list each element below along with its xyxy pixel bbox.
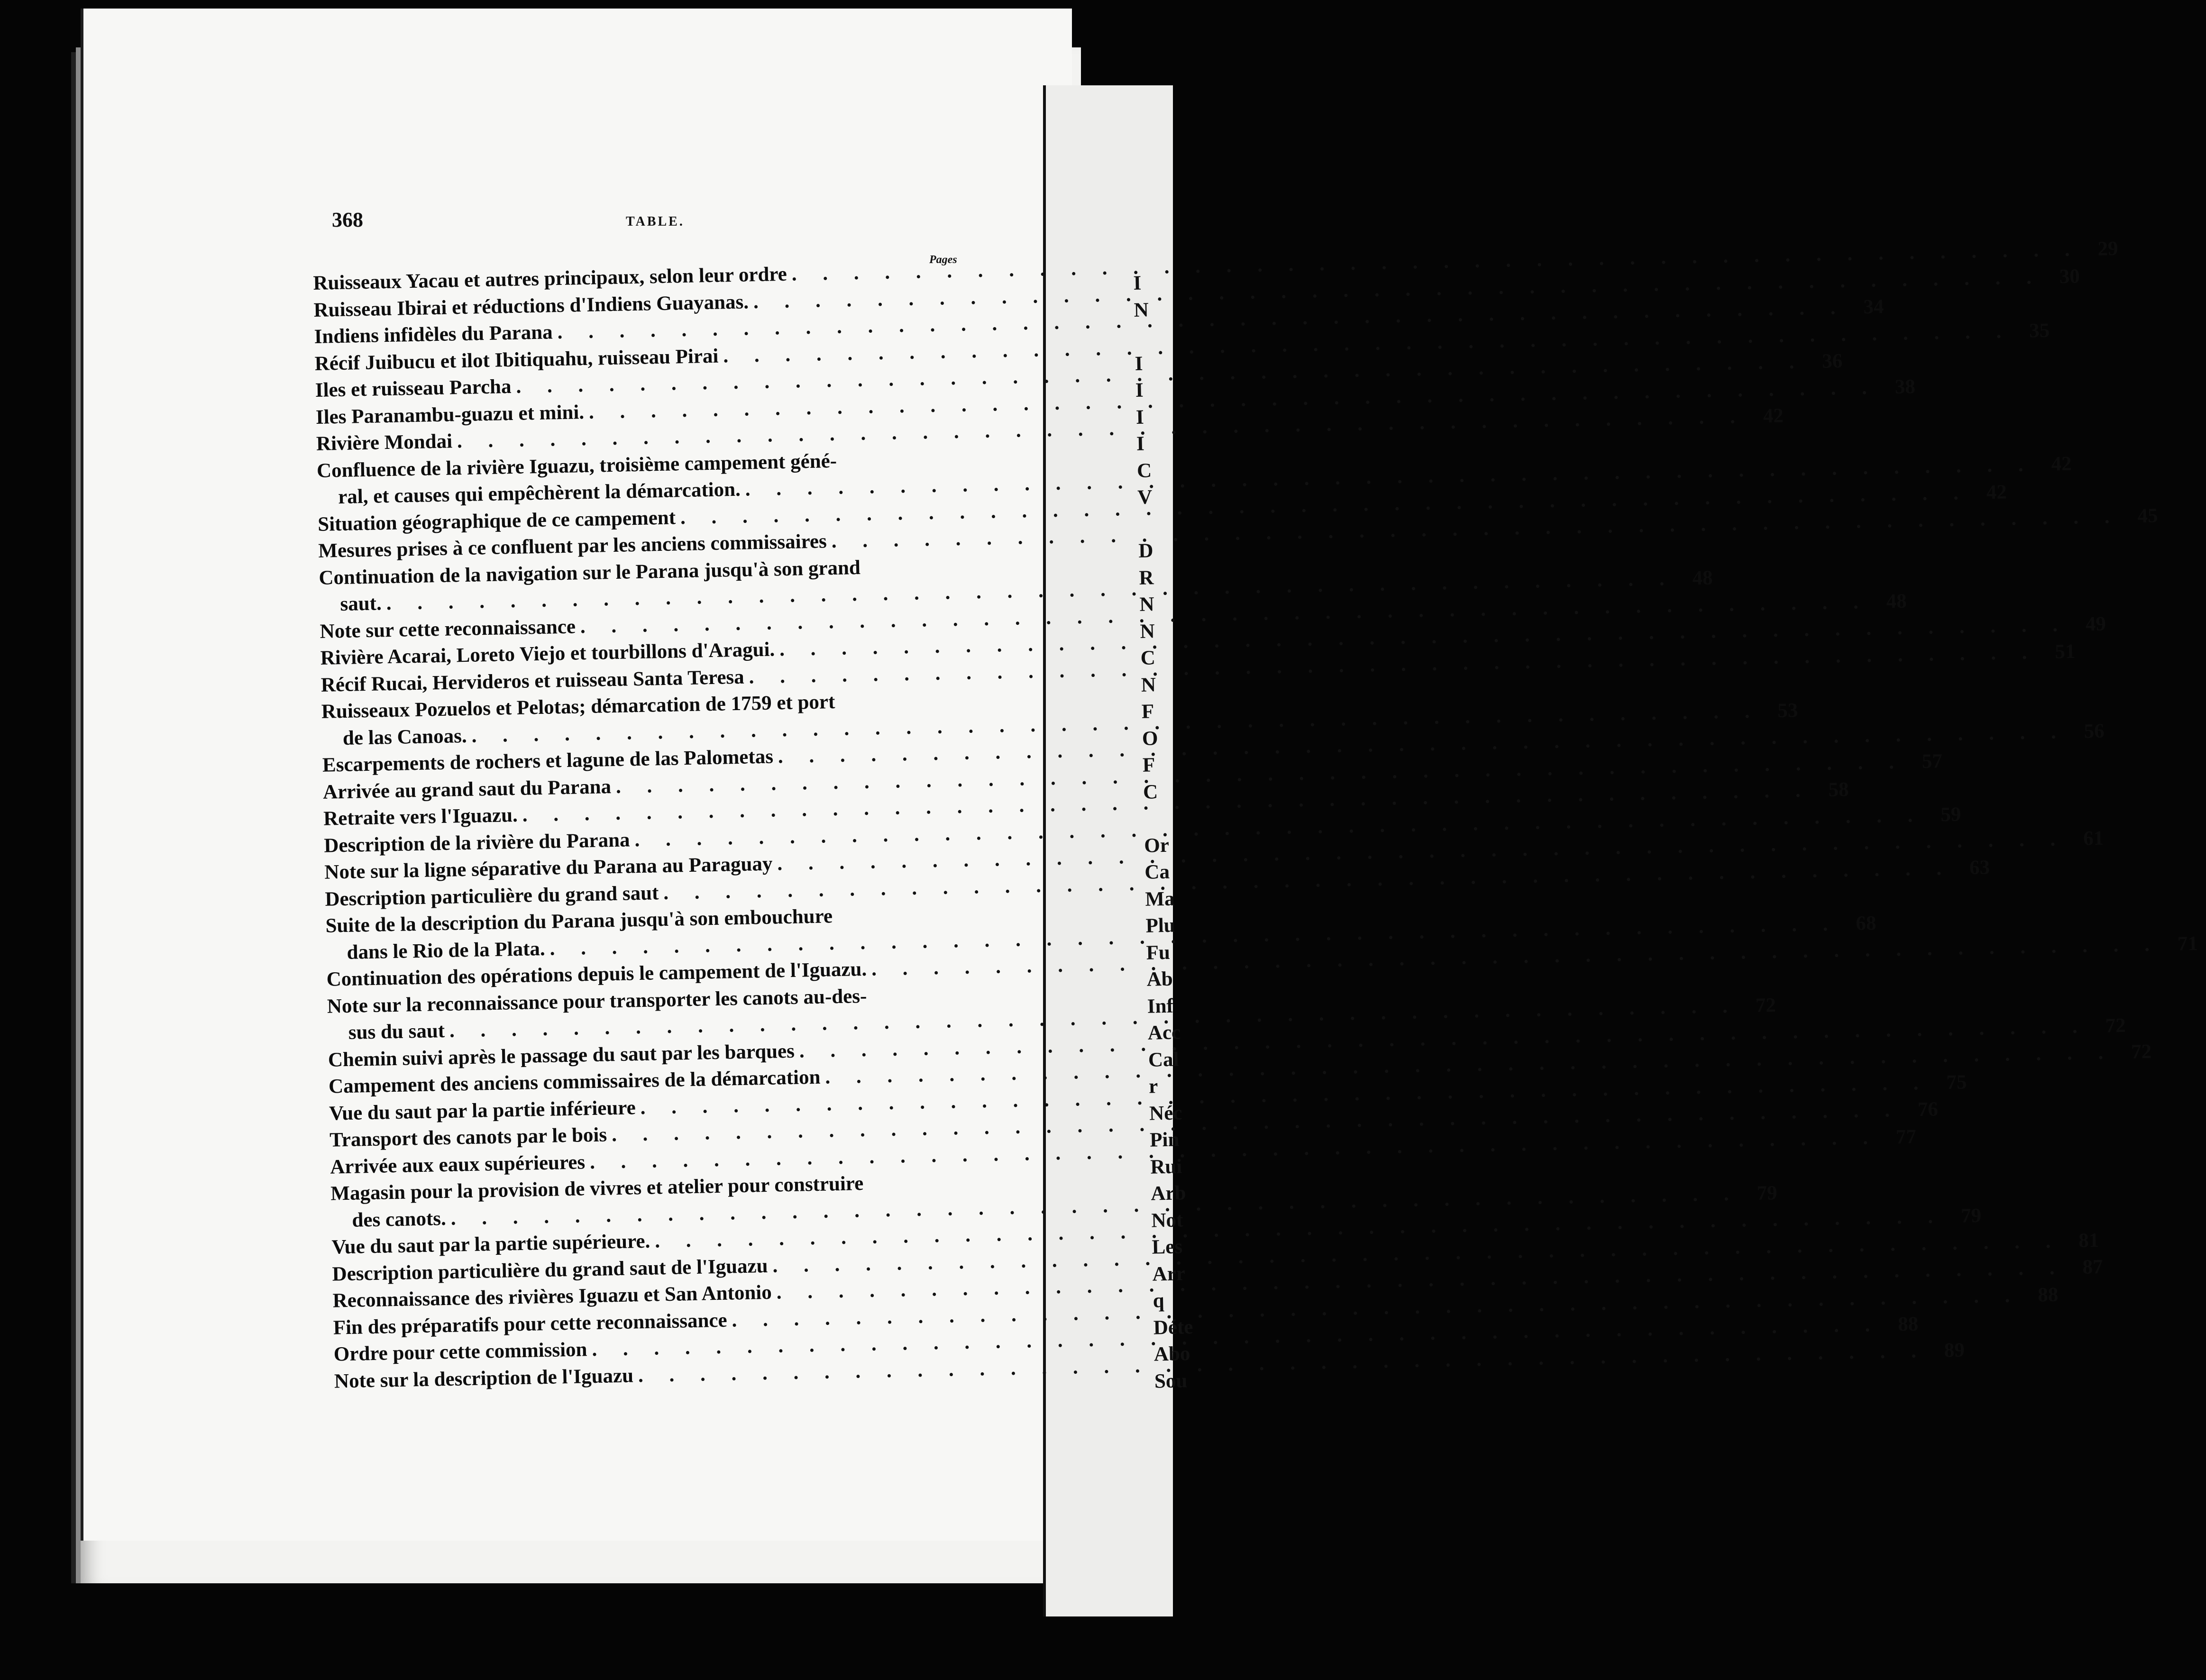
right-page-fragment: Not bbox=[1151, 1208, 1183, 1232]
toc-page-number: 72 bbox=[1755, 994, 1776, 1017]
toc-page-number: 45 bbox=[2137, 504, 2158, 528]
right-page-fragment: I bbox=[1135, 352, 1143, 375]
toc-entry-text: Rivière Mondai bbox=[316, 430, 453, 455]
right-page-fragment: Arr bbox=[1152, 1262, 1186, 1286]
right-page-fragment: Arb bbox=[1150, 1182, 1186, 1205]
toc-entry-text: Situation géographique de ce campement bbox=[317, 506, 676, 536]
toc-entry-text: Arrivée aux eaux supérieures bbox=[330, 1150, 586, 1178]
right-page-fragment: Ca bbox=[1144, 860, 1170, 884]
toc-entry-text: Description de la rivière du Parana bbox=[323, 828, 630, 857]
toc-entry-text: Note sur la reconnaissance pour transporter les canots au-des- bbox=[327, 985, 867, 1018]
toc-entry-text: Continuation des opérations depuis le campement de l'Iguazu. bbox=[326, 958, 867, 991]
toc-entry-text: Chemin suivi après le passage du saut par les barques bbox=[328, 1040, 795, 1071]
toc-page-number: 89 bbox=[1944, 1339, 1965, 1361]
right-page-fragment: C bbox=[1143, 780, 1158, 803]
right-page-fragment: Ma bbox=[1145, 887, 1175, 911]
right-page-fragment: D bbox=[1138, 539, 1153, 562]
right-page-fragment: V bbox=[1137, 486, 1153, 509]
toc-entry-text: Iles et ruisseau Parcha bbox=[315, 375, 512, 402]
toc-entry-text: de las Canoas. bbox=[342, 724, 467, 749]
toc-entry-text: Ordre pour cette commission bbox=[333, 1338, 587, 1366]
toc-entry-text: Ruisseau Ibirai et réductions d'Indiens Guayanas. bbox=[313, 290, 749, 321]
toc-entry-text: Continuation de la navigation sur le Parana jusqu'à son grand bbox=[319, 556, 861, 589]
toc-entry-text: Description particulière du grand saut bbox=[325, 881, 659, 911]
toc-entry-text: Retraite vers l'Iguazu. bbox=[323, 803, 518, 830]
right-page-fragment: N bbox=[1139, 593, 1155, 616]
right-page-fragment: C bbox=[1136, 459, 1152, 482]
toc-page-number: 68 bbox=[1855, 912, 1876, 935]
toc-entry-text: Arrivée au grand saut du Parana bbox=[322, 775, 612, 803]
right-page-fragment: N bbox=[1134, 298, 1149, 321]
toc-entry-text: Fin des préparatifs pour cette reconnaissance bbox=[333, 1309, 727, 1339]
right-page-fragment: Abo bbox=[1153, 1342, 1190, 1366]
right-page-fragment: Pin bbox=[1149, 1128, 1180, 1151]
right-page-fragment: Fu bbox=[1146, 941, 1171, 964]
page-number: 368 bbox=[332, 208, 363, 231]
toc-page-number: 59 bbox=[1940, 803, 1961, 826]
toc-page-number: 42 bbox=[1986, 481, 2007, 503]
right-page-fragment: Rui bbox=[1150, 1155, 1182, 1178]
right-page-fragment: Néc bbox=[1149, 1101, 1182, 1125]
toc-entry-text: saut. bbox=[340, 592, 382, 616]
toc-page-number: 87 bbox=[2082, 1255, 2103, 1278]
toc-entry-text: Rivière Acarai, Loreto Viejo et tourbillons d'Aragui. bbox=[320, 638, 775, 669]
toc-entry-text: Transport des canots par le bois bbox=[329, 1123, 607, 1151]
toc-page-number: 58 bbox=[1828, 778, 1849, 801]
toc-page-number: 53 bbox=[1777, 699, 1798, 722]
toc-entry-text: Confluence de la rivière Iguazu, troisième campement géné- bbox=[316, 449, 837, 482]
right-page-fragment: Sou bbox=[1154, 1369, 1188, 1393]
toc-page-number: 30 bbox=[2059, 265, 2080, 288]
toc-page-number: 36 bbox=[1822, 350, 1843, 373]
toc-page-number: 88 bbox=[1897, 1313, 1919, 1336]
toc-entry-text: Note sur cette reconnaissance bbox=[320, 615, 576, 643]
toc-page-number: 42 bbox=[1763, 404, 1784, 428]
right-page-fragment: Or bbox=[1144, 834, 1170, 857]
right-page-fragment: F bbox=[1141, 700, 1154, 723]
toc-entry-text: des canots. bbox=[352, 1207, 447, 1232]
page-title: TABLE. bbox=[626, 214, 685, 229]
toc-entry-text: Ruisseaux Yacau et autres principaux, selon leur ordre bbox=[313, 263, 787, 294]
right-page-fragment: O bbox=[1142, 727, 1158, 750]
toc-page-number: 42 bbox=[2051, 452, 2072, 475]
right-page-fragment: Cal bbox=[1148, 1048, 1179, 1071]
toc-entry-text: Mesures prises à ce confluent par les anciens commissaires bbox=[318, 530, 827, 562]
toc-page-number: 72 bbox=[2105, 1014, 2126, 1037]
toc-page-number: 81 bbox=[2078, 1229, 2099, 1252]
toc-entry-text: Vue du saut par la partie supérieure. bbox=[331, 1230, 650, 1259]
toc-entry-text: Description particulière du grand saut de l'Iguazu bbox=[332, 1254, 768, 1286]
right-page-fragment: r bbox=[1148, 1075, 1158, 1098]
right-page-fragment: N bbox=[1141, 673, 1156, 696]
toc-entry-text: Escarpements de rochers et lagune de las Palometas bbox=[322, 745, 774, 776]
right-page-fragment: C bbox=[1140, 647, 1156, 669]
right-page-fragment: q bbox=[1153, 1289, 1165, 1312]
toc-entry-text: Récif Rucai, Hervideros et ruisseau Santa Teresa bbox=[320, 666, 745, 696]
toc-page-number: 38 bbox=[1895, 375, 1916, 398]
toc-page-number: 79 bbox=[1757, 1181, 1777, 1205]
toc-entry-text: dans le Rio de la Plata. bbox=[347, 937, 546, 964]
toc-page-number: 35 bbox=[2029, 319, 2050, 342]
toc-page-number: 71 bbox=[2177, 932, 2198, 955]
toc-entry-text: Indiens infidèles du Parana bbox=[314, 321, 553, 348]
running-head bbox=[332, 208, 958, 236]
toc-page-number: 75 bbox=[1946, 1070, 1967, 1094]
right-page-fragment: I bbox=[1133, 272, 1142, 294]
right-page-fragment: I bbox=[1136, 432, 1145, 455]
toc-page-number: 29 bbox=[2097, 237, 2118, 260]
toc-page-number: 51 bbox=[2054, 640, 2076, 663]
toc-entry-text: Vue du saut par la partie inférieure bbox=[329, 1096, 636, 1125]
toc-page-number: 49 bbox=[2085, 612, 2106, 636]
right-page-fragment: F bbox=[1142, 754, 1155, 776]
toc-page-number: 57 bbox=[1922, 749, 1943, 773]
toc-page-number: 61 bbox=[2083, 827, 2104, 850]
toc-entry-text: sus du saut bbox=[348, 1019, 445, 1044]
toc-page-number: 34 bbox=[1863, 295, 1884, 319]
toc-page-number: 48 bbox=[1886, 590, 1907, 612]
toc-page-number: 63 bbox=[1969, 856, 1990, 879]
toc-entry-text: Note sur la ligne séparative du Parana au Paraguay bbox=[324, 852, 773, 884]
right-page-fragment: Déte bbox=[1153, 1315, 1193, 1339]
right-page-fragment: R bbox=[1139, 566, 1154, 589]
right-page-fragment bbox=[1134, 323, 1172, 350]
toc-page-number: 79 bbox=[1960, 1204, 1982, 1227]
toc-page-number: 76 bbox=[1917, 1098, 1939, 1121]
toc-entry-text: Suite de la description du Parana jusqu'à son embouchure bbox=[325, 905, 833, 937]
toc-page-number: 77 bbox=[1895, 1125, 1917, 1148]
toc-entry-text: Iles Paranambu-guazu et mini. bbox=[315, 401, 585, 429]
toc-page-number: 72 bbox=[2131, 1040, 2152, 1063]
toc-page-number: 56 bbox=[2084, 720, 2105, 743]
toc-entry-text: Reconnaissance des rivières Iguazu et San Antonio bbox=[332, 1281, 772, 1312]
toc-entry-text: Note sur la description de l'Iguazu bbox=[334, 1364, 634, 1393]
right-page-fragment bbox=[1138, 511, 1175, 538]
toc-entry-text: ral, et causes qui empêchèrent la démarcation. bbox=[338, 478, 741, 509]
toc-entry-text: Campement des anciens commissaires de la démarcation bbox=[328, 1066, 821, 1098]
right-page-fragment: Ab bbox=[1146, 968, 1173, 991]
right-page-fragment: N bbox=[1140, 620, 1155, 643]
right-page-fragment: Plu bbox=[1145, 914, 1176, 937]
right-page-fragment: I bbox=[1135, 406, 1144, 429]
toc-entry-text: Récif Juibucu et ilot Ibitiquahu, ruisseau Pirai bbox=[314, 345, 719, 375]
right-page-fragment bbox=[1144, 805, 1181, 832]
pages-column-label: Pages bbox=[929, 254, 957, 266]
toc-page-number: 48 bbox=[1692, 566, 1713, 590]
right-page-fragment: Acc bbox=[1147, 1021, 1181, 1044]
toc-entry-text: Magasin pour la provision de vivres et atelier pour construire bbox=[330, 1172, 864, 1205]
toc-page-number: 88 bbox=[2037, 1283, 2059, 1306]
right-page-fragment: Inf bbox=[1147, 995, 1174, 1018]
toc-entry-text: Ruisseaux Pozuelos et Pelotas; démarcation de 1759 et port bbox=[321, 691, 835, 723]
right-page-fragment: Les bbox=[1152, 1235, 1183, 1259]
right-page-fragment: I bbox=[1135, 379, 1144, 402]
